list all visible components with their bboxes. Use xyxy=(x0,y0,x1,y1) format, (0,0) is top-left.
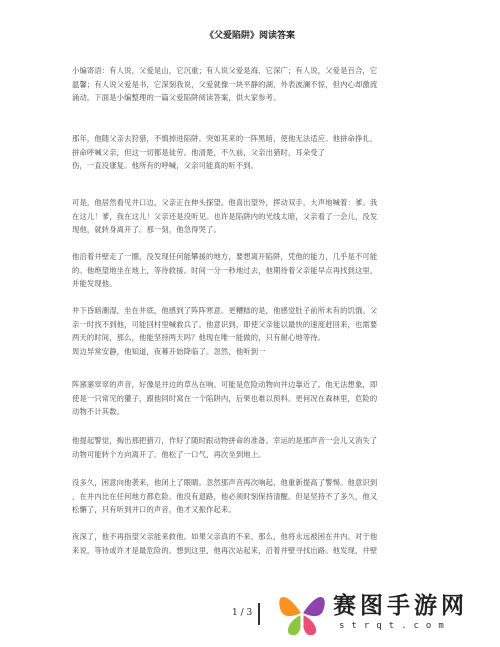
page-number: 1 / 3 xyxy=(232,608,253,618)
logo-wing-orange xyxy=(279,597,301,616)
paragraph-8: 没多久，困意向他袭来，他闭上了眼睛。忽然那声音再次响起，他重新提高了警惕。他意识到 ，在井内比在任何地方都危险。他没有退路，他必须时刻保持清醒。但是坚持不了多久，他又 松懈了，只有听到井口的声音，他才又振作起来。 xyxy=(72,478,378,515)
paragraph-3: 可是，他居然看见井口边，父亲正在伸头探望。他喜出望外，挥动双手，大声地喊着：爹。我 在这儿！爹，我在这儿！父亲还是没听见。也许是陷阱内的光线太暗，父亲看了一会儿，没发 现他，就转身离开了。那一刻，他急得哭了。 xyxy=(72,198,378,235)
document-title: 《父爱陷阱》阅读答案 xyxy=(204,31,295,41)
paragraph-7: 他提起警觉，掏出那把猎刀，作好了随时跟动物拼命的准备。幸运的是那声音一会儿又消失了 动物可能转个方向离开了。他松了一口气，再次坐到地上。 xyxy=(72,436,378,459)
paragraph-4: 他沿着井壁走了一圈，没发现任何能攀援的地方，要想离开陷阱，凭他的能力，几乎是不可能 的。他绝望地坐在地上，等待救援。时间一分一秒地过去，他期待着父亲能早点再找到这里， 并能发现他。 xyxy=(72,252,378,289)
watermark-brand: 赛图手游网 xyxy=(333,593,468,619)
logo-wing-pink xyxy=(303,615,316,635)
paragraph-2: 那年，他随父亲去狩猎，不慎掉进陷阱。突如其来的一阵黑暗，使他无法适应。他拼命挣扎， 拼命呼喊父亲，但这一切都是徒劳。他清楚，不久前，父亲出猎时，耳朵受了 伤，一直没康复。他所有的呼喊，父亲可能真的听不到。 xyxy=(72,134,378,171)
footer-divider xyxy=(258,603,260,625)
watermark-domain: strqt.com xyxy=(339,621,451,631)
butterfly-logo-icon xyxy=(275,585,329,641)
logo-body xyxy=(301,601,304,631)
paragraph-9: 夜深了，他不再指望父亲能来救他。如果父亲真的不来，那么，他将永远被困在井内。对于他 来说，等待或许才是最危险的。想到这里，他再次站起来，沿着井壁寻找出路。他发现，井壁 xyxy=(72,532,378,555)
logo-wing-green xyxy=(288,615,301,635)
paragraph-6: 阵窸窸窣窣的声音，好像是井边的草丛在响。可能是危险动物向井边靠近了。他无法想象，即 使是一只常见的獾子，跟他同时窝在一个陷阱内，后果也难以预料。更何况在森林里，危险的 动物不计其数。 xyxy=(72,380,378,417)
logo-wing-purple xyxy=(303,597,325,616)
site-watermark xyxy=(275,585,493,641)
paragraph-5: 井下昏暗潮湿，坐在井底，他感到了阵阵寒意。更糟糕的是，他感觉肚子前所未有的饥饿。父 亲一时找不到他，可能回村里喊救兵了。他意识到，即使父亲能以最快的速度赶回来，也需要 两天的时间，那么，他能坚持两天吗？他现在唯一能做的，只有耐心地等待。 周边异常安静，他知道，夜幕开始降临了。忽然，他听到一 xyxy=(72,306,378,356)
paragraph-1: 小编寄语：有人说，父爱是山，它沉重；有人说父爱是海，它深广；有人说，父爱是百合，它 温馨；有人说父爱是书，它深刻我说，父爱就像一块平静的湖，外表波澜不惊，但内心却激流 涌动。下面是小编整理的一篇父爱陷阱阅读答案，供大家参考。 xyxy=(72,66,378,103)
